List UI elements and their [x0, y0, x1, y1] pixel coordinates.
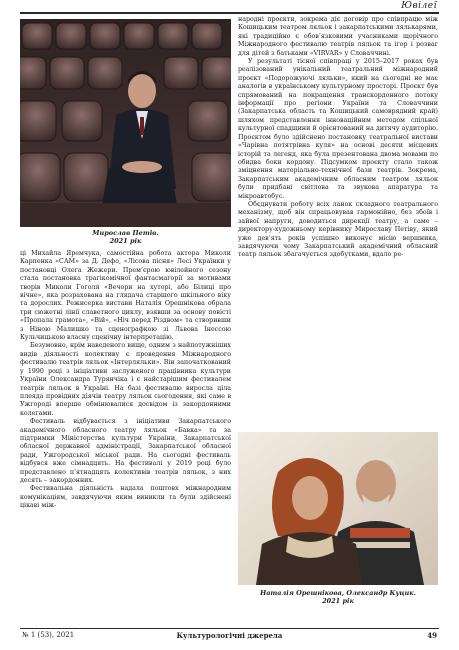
portrait-photo: [20, 19, 231, 227]
footer-rule: [20, 628, 439, 629]
right-paragraph: У результаті тісної співпраці у 2015–2017 роках був реалізований унікальний театральний міжнародний проєкт «Подорожуючі ляльки», який на сьогодні не має аналогів в українському культурному просторі. Проєкт був спрямований на покращення транскордонного потоку інформації про регіони України та Словаччини (Закарпатська область та Кошицький самоврядний край) шляхом представлення інноваційним методом спільної культурної спадщини й орієнтований на дитячу аудиторію. Проєктом було здійснено постановку театральної вистави «Чарівна потятрівна куля» на основі десяти місцевих історій та легенд, яка була презентована двома мовами по обидва боки кордону. Підсумком проєкту стало також зміцнення матеріально-технічної бази театрів. Зокрема, Закарпатським академічним обласним театром ляльок були придбані світлова та звукова апаратура та мікроавтобус.: [238, 58, 438, 200]
portrait-caption-name: Мирослав Петів.: [92, 229, 159, 237]
section-tag: Ювілеї: [401, 1, 437, 11]
theatre-seats-illustration: [20, 19, 231, 227]
portrait-caption-year: 2021 рік: [109, 237, 142, 245]
couple-caption-name: Наталія Орешнікова, Олександр Куцик.: [260, 589, 416, 597]
journal-title: Культурологічні джерела: [176, 631, 283, 640]
couple-caption-year: 2021 рік: [322, 597, 354, 605]
portrait-caption: [20, 229, 231, 245]
left-column: [20, 250, 231, 511]
couple-photo: [238, 432, 438, 585]
issue-number: № 1 (53), 2021: [22, 631, 75, 639]
left-paragraph: ці Михайла Яремчука, самостійна робота актора Миколи Карпенка «САМ» за Д. Дефо, «Лісова пісня» Лесі Українки у постановці Олега Жежери. Прем’єрою ювілейного сезону стала постановка трагікомічної фантасмагорії за мотивами творів Миколи Гоголя «Вечори на хуторі, або Білиці про вічне», яка розрахована на глядача старшого шкільного віку та дорослих. Режисерка вистави Наталія Орешнікова обрала три сюжетні лінії славетного циклу, взявши за основу повісті «Пропала грамота», «Вій», «Ніч перед Різдвом» та створивши з Ніною Малишко та сценографкою зі Львова Інессою Кульчицькою власну сценічну інтерпретацію.: [20, 250, 231, 342]
couple-caption: [238, 589, 438, 605]
left-paragraph: Фестиваль відбувається з ініціативи Закарпатського академічного обласного театру ляльок «Бавка» та за підтримки Міністерства культури України, Закарпатської обласної державної адміністрації, Закарпатської обласної ради, Ужгородської міської ради. На сьогодні фестиваль відбувся вже сімнадцять. На фестивалі у 2019 році було представлено п’ятнадцять колективів театрів ляльок, з них десять – закордонних.: [20, 418, 231, 484]
couple-illustration: [238, 432, 438, 585]
page-number: 49: [427, 631, 437, 640]
left-paragraph: Фестивальна діяльність надала поштовх міжнародним комунікаціям, завдячуючи яким виникли та були здійснені цікаві між-: [20, 485, 231, 510]
right-paragraph: Обєднувати роботу всіх ланок складного театрального механізму, щоб він спрацьовував гармонійно, без збоїв і зайвої напруги, доводиться дирекції театру, а саме – директору-художньому керівнику Мирославу Петіву, який уже дев’ять років успішно виконує місію вершника, завдячуючи чому Закарпатський академічний обласний театр ляльок збагачується здобутками, вдало ре-: [238, 200, 438, 259]
header-rule: [20, 12, 439, 14]
right-paragraph: народні проєкти, зокрема діє договір про співпрацю між Кошицьким театром ляльок і закарпатськими лялькарями, які традиційно є обов’язковими учасниками щорічного Міжнародного фестивалю театрів ляльок та ігор і розваг для дітей з батьками «VIRVAR» у Словаччині.: [238, 16, 438, 57]
right-column: [238, 16, 438, 260]
left-paragraph: Безумовно, крім наведеного вище, одним з найпотужніших видів діяльності колективу є проведення Міжнародного фестивалю театрів ляльок «Інтерляльки». Він започаткований у 1990 році з ініціативи заслуженого працівника культури України Олександра Турянчіка і є найстарішим фестивалем театрів ляльок в Україні. На базі фестивалю виросла ціла плеяда провідних діячів театру ляльок сьогодення, які саме в Ужгороді вперше обмінювалися досвідом із закордонними колегами.: [20, 342, 231, 417]
